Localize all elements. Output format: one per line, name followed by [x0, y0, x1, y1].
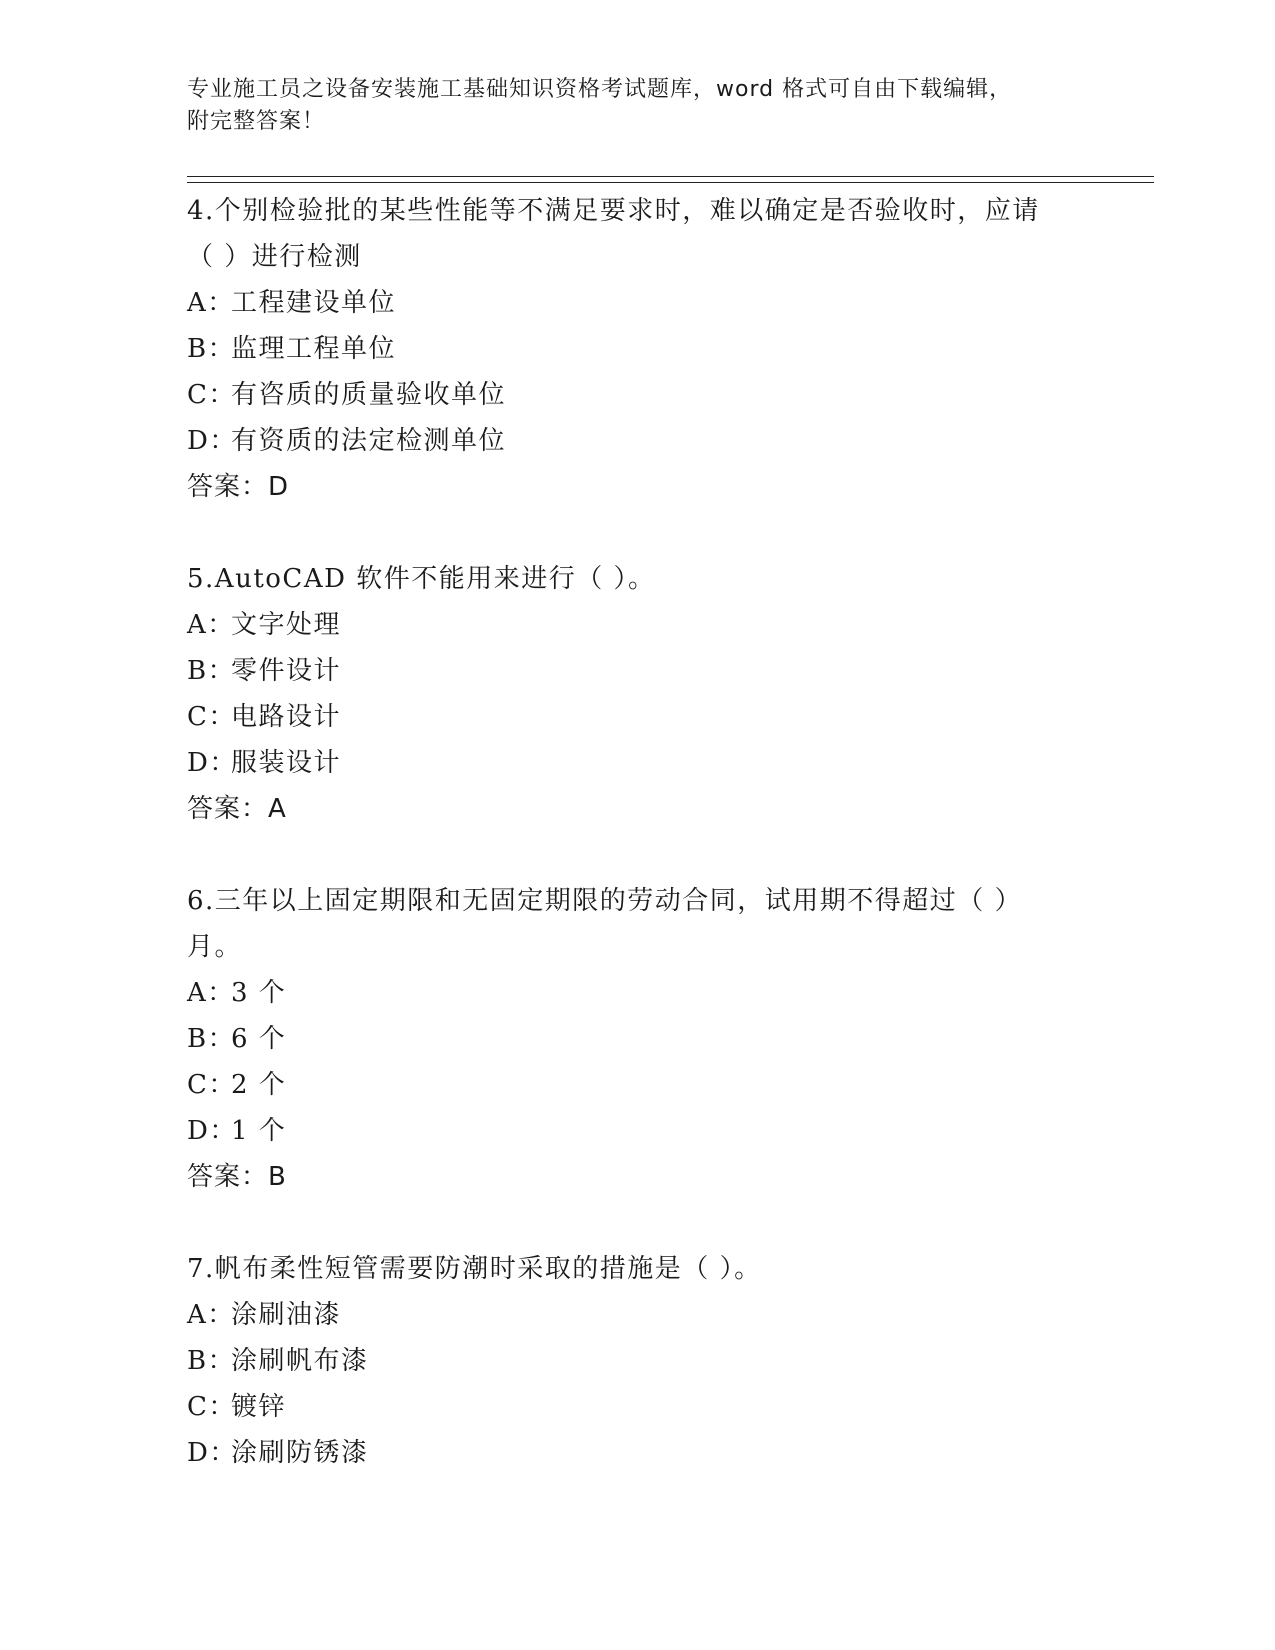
option-key: D： — [187, 1116, 237, 1146]
option-c — [187, 694, 1087, 740]
question-6 — [187, 878, 1087, 1200]
option-text: 6 个 — [231, 1024, 287, 1054]
option-key: D： — [187, 1438, 237, 1468]
question-text: 7.帆布柔性短管需要防潮时采取的措施是（ ）。 — [187, 1254, 762, 1284]
answer-line — [187, 464, 1087, 510]
option-d — [187, 1108, 1087, 1154]
option-c — [187, 372, 1087, 418]
option-text: 2 个 — [231, 1070, 287, 1100]
option-b — [187, 326, 1087, 372]
option-text: 电路设计 — [231, 702, 342, 732]
option-text: 3 个 — [231, 978, 287, 1008]
answer-line — [187, 786, 1087, 832]
option-key: D： — [187, 426, 237, 456]
question-5 — [187, 556, 1087, 832]
option-key: B： — [187, 656, 236, 686]
option-text: 文字处理 — [231, 610, 342, 640]
option-b — [187, 1016, 1087, 1062]
option-text: 有咨质的质量验收单位 — [231, 380, 507, 410]
document-header — [187, 74, 1067, 138]
header-line-1: 专业施工员之设备安装施工基础知识资格考试题库，word 格式可自由下载编辑， — [187, 77, 1013, 102]
option-text: 监理工程单位 — [231, 334, 397, 364]
option-a — [187, 602, 1087, 648]
option-key: B： — [187, 1024, 236, 1054]
option-b — [187, 648, 1087, 694]
option-key: A： — [187, 288, 235, 318]
option-key: D： — [187, 748, 237, 778]
option-text: 有资质的法定检测单位 — [231, 426, 507, 456]
header-divider-top — [187, 176, 1154, 177]
answer-value: B — [268, 1162, 287, 1192]
option-b — [187, 1338, 1087, 1384]
option-key: A： — [187, 610, 235, 640]
option-d — [187, 740, 1087, 786]
option-text: 涂刷帆布漆 — [231, 1346, 369, 1376]
option-key: C： — [187, 702, 236, 732]
option-text: 涂刷油漆 — [231, 1300, 342, 1330]
option-a — [187, 970, 1087, 1016]
option-key: C： — [187, 1070, 236, 1100]
option-c — [187, 1062, 1087, 1108]
question-7 — [187, 1246, 1087, 1476]
option-text: 涂刷防锈漆 — [231, 1438, 369, 1468]
answer-value: A — [268, 794, 287, 824]
option-key: B： — [187, 334, 236, 364]
option-key: C： — [187, 1392, 236, 1422]
option-text: 零件设计 — [231, 656, 342, 686]
option-key: B： — [187, 1346, 236, 1376]
question-text: 4.个别检验批的某些性能等不满足要求时，难以确定是否验收时，应请（ ）进行检测 — [187, 196, 1040, 272]
option-key: A： — [187, 978, 235, 1008]
option-key: A： — [187, 1300, 235, 1330]
option-text: 工程建设单位 — [231, 288, 397, 318]
answer-line — [187, 1154, 1087, 1200]
option-a — [187, 1292, 1087, 1338]
answer-label: 答案： — [187, 1162, 269, 1192]
option-c — [187, 1384, 1087, 1430]
option-text: 服装设计 — [231, 748, 342, 778]
option-d — [187, 418, 1087, 464]
option-text: 镀锌 — [231, 1392, 287, 1422]
question-list — [187, 188, 1087, 1522]
option-d — [187, 1430, 1087, 1476]
header-line-2: 附完整答案！ — [187, 109, 326, 134]
question-text: 5.AutoCAD 软件不能用来进行（ ）。 — [187, 564, 656, 594]
header-divider-bottom — [187, 182, 1154, 183]
option-text: 1 个 — [231, 1116, 287, 1146]
question-4 — [187, 188, 1087, 510]
answer-label: 答案： — [187, 472, 269, 502]
answer-value: D — [268, 472, 290, 502]
option-a — [187, 280, 1087, 326]
option-key: C： — [187, 380, 236, 410]
question-text: 6.三年以上固定期限和无固定期限的劳动合同，试用期不得超过（ ）月。 — [187, 886, 1023, 962]
answer-label: 答案： — [187, 794, 269, 824]
